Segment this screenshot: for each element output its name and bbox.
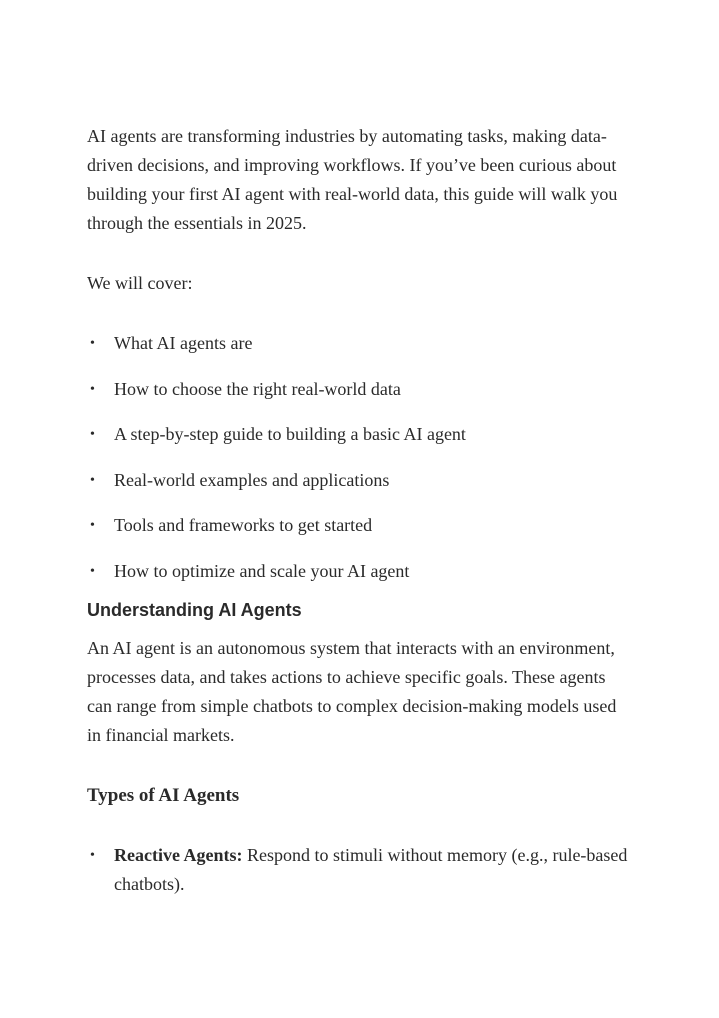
list-item — [87, 841, 632, 899]
type-description: Respond to stimuli without memory (e.g., rule-based chatbots). — [114, 844, 628, 894]
type-term: Reactive Agents: — [114, 844, 243, 865]
list-item-text: What AI agents are — [114, 333, 253, 353]
definition-paragraph: An AI agent is an autonomous system that interacts with an environment, processes data, and takes actions to achieve specific goals. These agents can range from simple chatbots to complex decision-making models used in financial markets. — [87, 637, 617, 745]
list-item-text: A step-by-step guide to building a basic AI agent — [114, 424, 466, 445]
bullet-icon: • — [90, 427, 95, 443]
topics-list — [87, 329, 632, 586]
bullet-icon: • — [90, 563, 95, 579]
types-heading: Types of AI Agents — [87, 784, 240, 806]
intro-paragraph: AI agents are transforming industries by automating tasks, making data-driven decisions, and improving workflows. If you’ve been curious about building your first AI agent with real-world data, this guide will walk you through the essentials in 2025. — [87, 126, 618, 233]
bullet-icon: • — [90, 472, 95, 488]
list-item — [87, 511, 632, 540]
types-list — [87, 841, 632, 899]
list-item — [87, 375, 632, 404]
bullet-icon: • — [90, 381, 95, 397]
list-item-text: Real-world examples and applications — [114, 469, 390, 490]
bullet-icon: • — [90, 336, 95, 351]
list-item-text: How to choose the right real-world data — [114, 378, 401, 399]
bullet-icon: • — [90, 518, 95, 534]
list-item-text: How to optimize and scale your AI agent — [114, 560, 410, 581]
list-item — [87, 466, 632, 495]
section-heading: Understanding AI Agents — [87, 599, 302, 620]
list-item — [87, 329, 632, 358]
bullet-icon: • — [90, 847, 95, 863]
cover-label: We will cover: — [87, 273, 193, 293]
list-item — [87, 557, 632, 586]
article-body — [87, 122, 632, 899]
list-item — [87, 420, 632, 449]
list-item-text: Tools and frameworks to get started — [114, 515, 373, 536]
